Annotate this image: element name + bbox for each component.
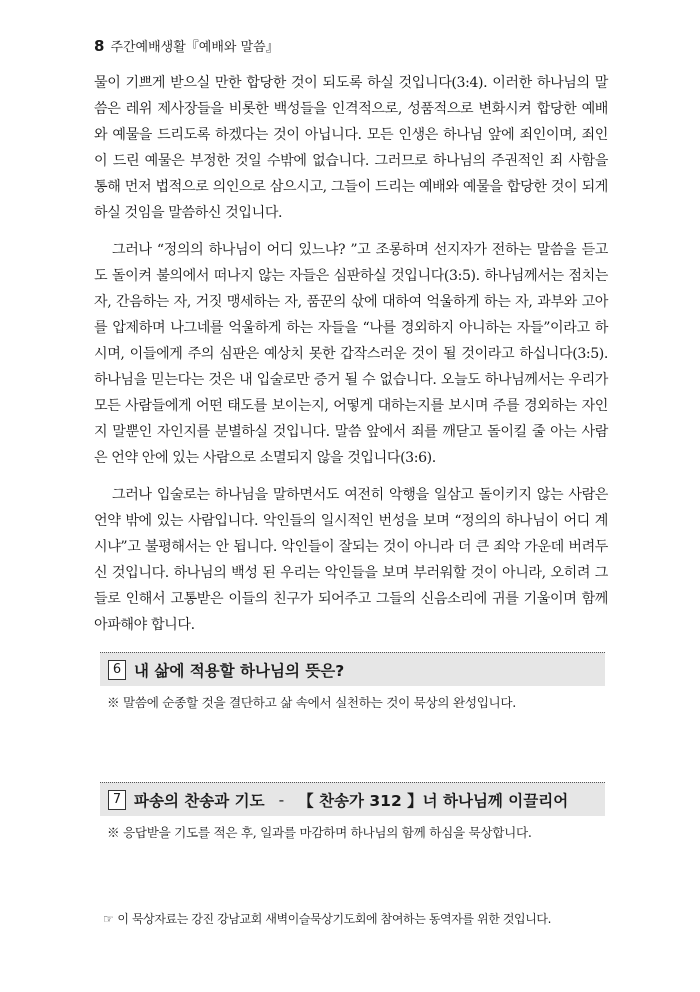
footer-text: 이 묵상자료는 강진 강남교회 새벽이슬묵상기도회에 참여하는 동역자를 위한 것입니다. [117, 912, 552, 926]
separator-dash: - [278, 790, 285, 809]
section-7-note: ※ 응답받을 기도를 적은 후, 일과를 마감하며 하나님의 함께 하심을 묵상합니다. [107, 825, 532, 840]
section-number: 6 [108, 660, 126, 680]
section-6-note: ※ 말씀에 순종할 것을 결단하고 삶 속에서 실천하는 것이 묵상의 완성입니다. [107, 695, 516, 710]
paragraph: 물이 기쁘게 받으실 만한 합당한 것이 되도록 하실 것입니다(3:4). 이러한 하나님의 말씀은 레위 제사장들을 비롯한 백성들을 인격적으로, 성품적으로 변화시켜 합당한 예배와 예물을 드리도록 하겠다는 것이 아닙니다. 모든 인생은 하나님 앞에 죄인이며, 죄인이 드린 예물은 부정한 것일 수밖에 없습니다. 그러므로 하나님의 주권적인 죄 사함을 통해 먼저 법적으로 의인으로 삼으시고, 그들이 드리는 예배와 예물을 합당한 것이 되게 하실 것임을 말씀하신 것입니다. [94, 75, 608, 221]
main-text [94, 70, 608, 649]
section-6-heading [100, 652, 605, 686]
hymn-label: 【 찬송가 312 】너 하나님께 이끌리어 [298, 791, 569, 810]
paragraph: 그러나 입술로는 하나님을 말하면서도 여전히 악행을 일삼고 돌이키지 않는 사람은 언약 밖에 있는 사람입니다. 악인들의 일시적인 번성을 보며 “정의의 하나님이 어디 계시냐”고 불평해서는 안 됩니다. 악인들이 잘되는 것이 아니라 더 큰 죄악 가운데 버려두신 것입니다. 하나님의 백성 된 우리는 악인들을 보며 부러워할 것이 아니라, 오히려 그들로 인해서 고통받은 이들의 친구가 되어주고 그들의 신음소리에 귀를 기울이며 함께 아파해야 합니다. [94, 487, 608, 633]
paragraph: 그러나 “정의의 하나님이 어디 있느냐? ”고 조롱하며 선지자가 전하는 말씀을 듣고도 돌이켜 불의에서 떠나지 않는 자들은 심판하실 것입니다(3:5). 하나님께서는 점치는 자, 간음하는 자, 거짓 맹세하는 자, 품꾼의 삯에 대하여 억울하게 하는 자, 과부와 고아를 압제하며 나그네를 억울하게 하는 자들을 “나를 경외하지 아니하는 자들”이라고 하시며, 이들에게 주의 심판은 예상치 못한 갑작스러운 것이 될 것이라고 하십니다(3:5). 하나님을 믿는다는 것은 내 입술로만 증거 될 수 없습니다. 오늘도 하나님께서는 우리가 모든 사람들에게 어떤 태도를 보이는지, 어떻게 대하는지를 보시며 주를 경외하는 자인지 말뿐인 자인지를 분별하실 것입니다. 말씀 앞에서 죄를 깨닫고 돌이킬 줄 아는 사람은 언약 안에 있는 사람으로 소멸되지 않을 것입니다(3:6). [94, 242, 608, 466]
footer-note [103, 910, 551, 927]
section-7-heading [100, 782, 605, 816]
section-title: 파송의 찬송과 기도 [134, 791, 265, 810]
page-header [94, 36, 279, 58]
page-number: 8 [94, 37, 105, 55]
pointing-hand-icon: ☞ [103, 912, 114, 926]
publication-title: 주간예배생활『예배와 말씀』 [110, 40, 279, 55]
section-title: 내 삶에 적용할 하나님의 뜻은? [134, 661, 345, 680]
section-number: 7 [108, 790, 126, 810]
